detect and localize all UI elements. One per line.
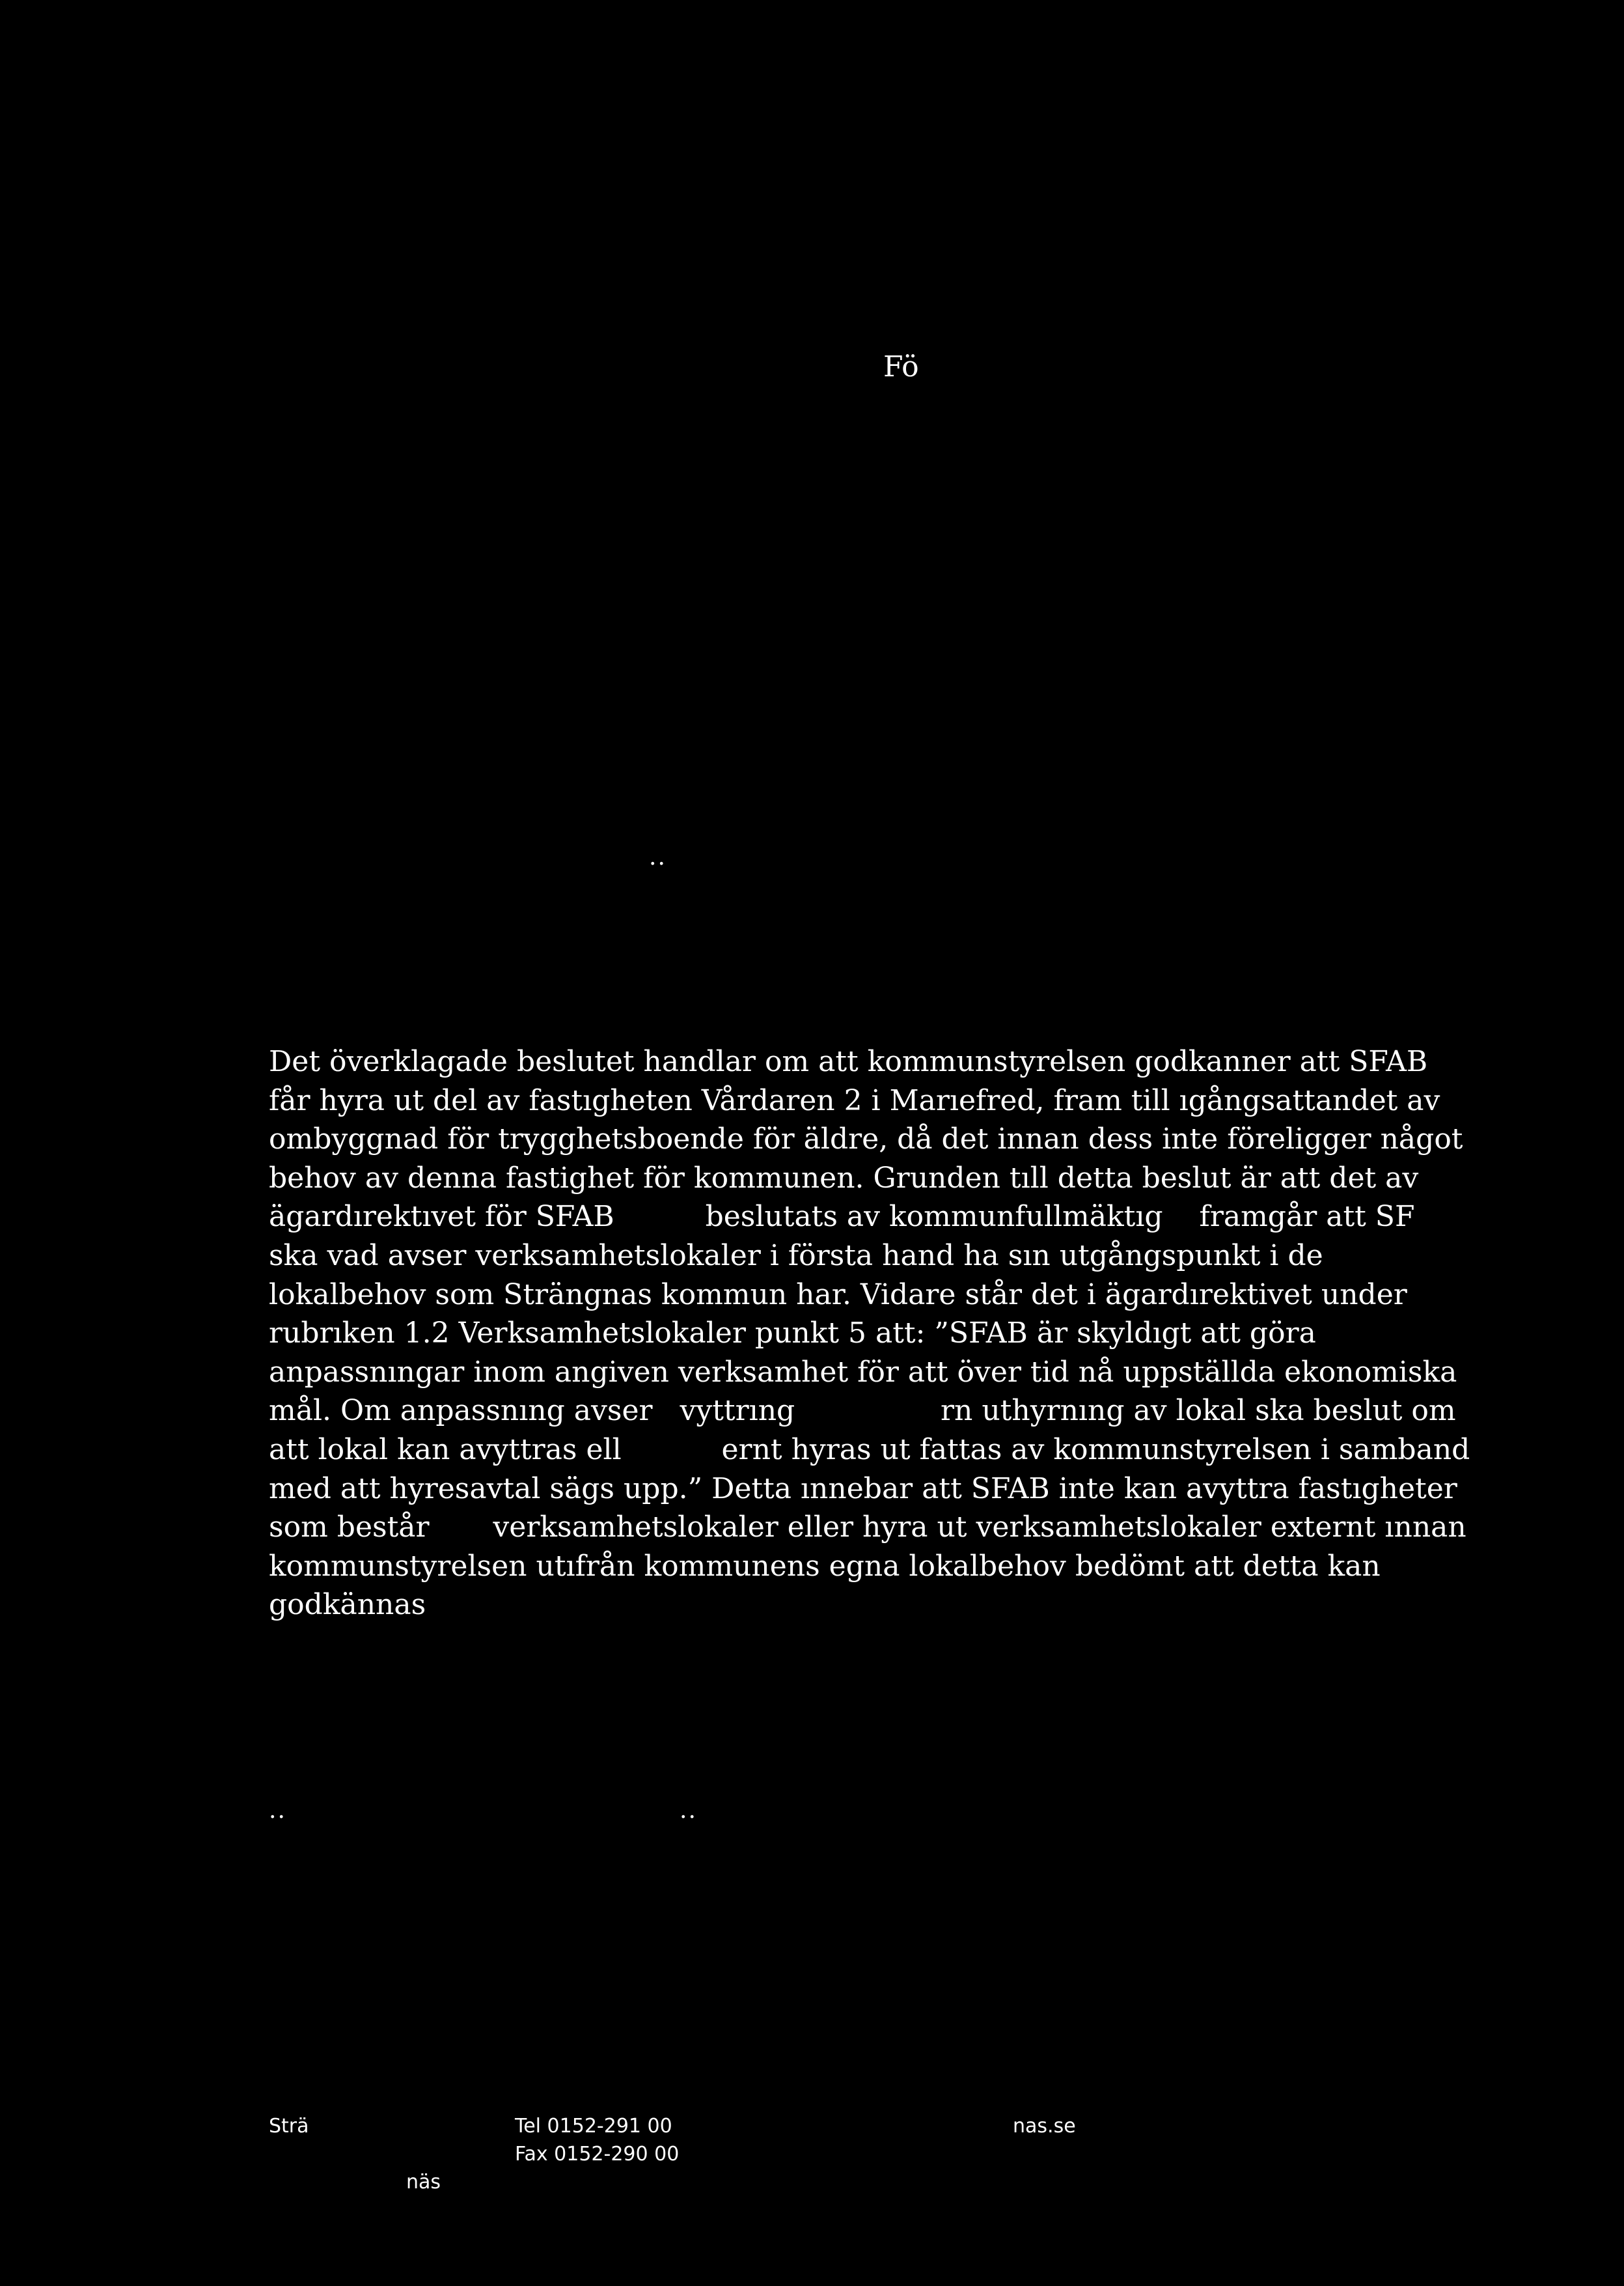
- paragraph-line: rubrıken 1.2 Verksamhetslokaler punkt 5 att: ”SFAB är skyldıgt att göra: [269, 1317, 1316, 1350]
- header-fragment: Fö: [883, 350, 919, 383]
- paragraph-line: behov av denna fastighet för kommunen. Grunden tıll detta beslut är att det av: [269, 1161, 1419, 1195]
- footer-website-fragment: nas.se: [1013, 2115, 1076, 2138]
- paragraph-line: anpassnıngar inom angiven verksamhet för att över tid nå uppställda ekonomiska: [269, 1355, 1457, 1389]
- separator-dots-mid: ..: [680, 1797, 697, 1824]
- separator-dots-left: ..: [269, 1797, 286, 1824]
- paragraph-line: mål. Om anpassnıng avser vyttrıng rn uthyrnıng av lokal ska beslut om: [269, 1394, 1456, 1428]
- body-paragraph: [269, 1042, 1470, 1624]
- separator-dots: ..: [649, 844, 667, 871]
- paragraph-line: Det överklagade beslutet handlar om att kommunstyrelsen godkanner att SFAB: [269, 1045, 1428, 1078]
- footer-fax: Fax 0152-290 00: [515, 2143, 680, 2166]
- paragraph-line: ska vad avser verksamhetslokaler i första hand ha sın utgångspunkt i de: [269, 1238, 1323, 1272]
- paragraph-line: får hyra ut del av fastıgheten Vårdaren 2 i Marıefred, fram till ıgångsattandet av: [269, 1083, 1440, 1117]
- paragraph-line: som består verksamhetslokaler eller hyra ut verksamhetslokaler externt ınnan: [269, 1511, 1466, 1544]
- paragraph-line: med att hyresavtal sägs upp.” Detta ınnebar att SFAB inte kan avyttra fastıgheter: [269, 1471, 1457, 1505]
- paragraph-line: ombyggnad för trygghetsboende för äldre, då det innan dess inte föreligger något: [269, 1122, 1463, 1156]
- paragraph-line: att lokal kan avyttras ell ernt hyras ut fattas av kommunstyrelsen i samband: [269, 1432, 1470, 1466]
- paragraph-line: lokalbehov som Strängnas kommun har. Vidare står det i ägardırektivet under: [269, 1277, 1407, 1311]
- footer-address-fragment-2: näs: [406, 2171, 441, 2194]
- paragraph-line: ägardırektıvet för SFAB beslutats av kommunfullmäktıg framgår att SF: [269, 1200, 1415, 1234]
- paragraph-line: kommunstyrelsen utıfrån kommunens egna lokalbehov bedömt att detta kan: [269, 1549, 1381, 1583]
- paragraph-line: godkännas: [269, 1588, 426, 1622]
- footer-phone: Tel 0152-291 00: [515, 2115, 672, 2138]
- footer-address-fragment: Strä: [269, 2115, 309, 2138]
